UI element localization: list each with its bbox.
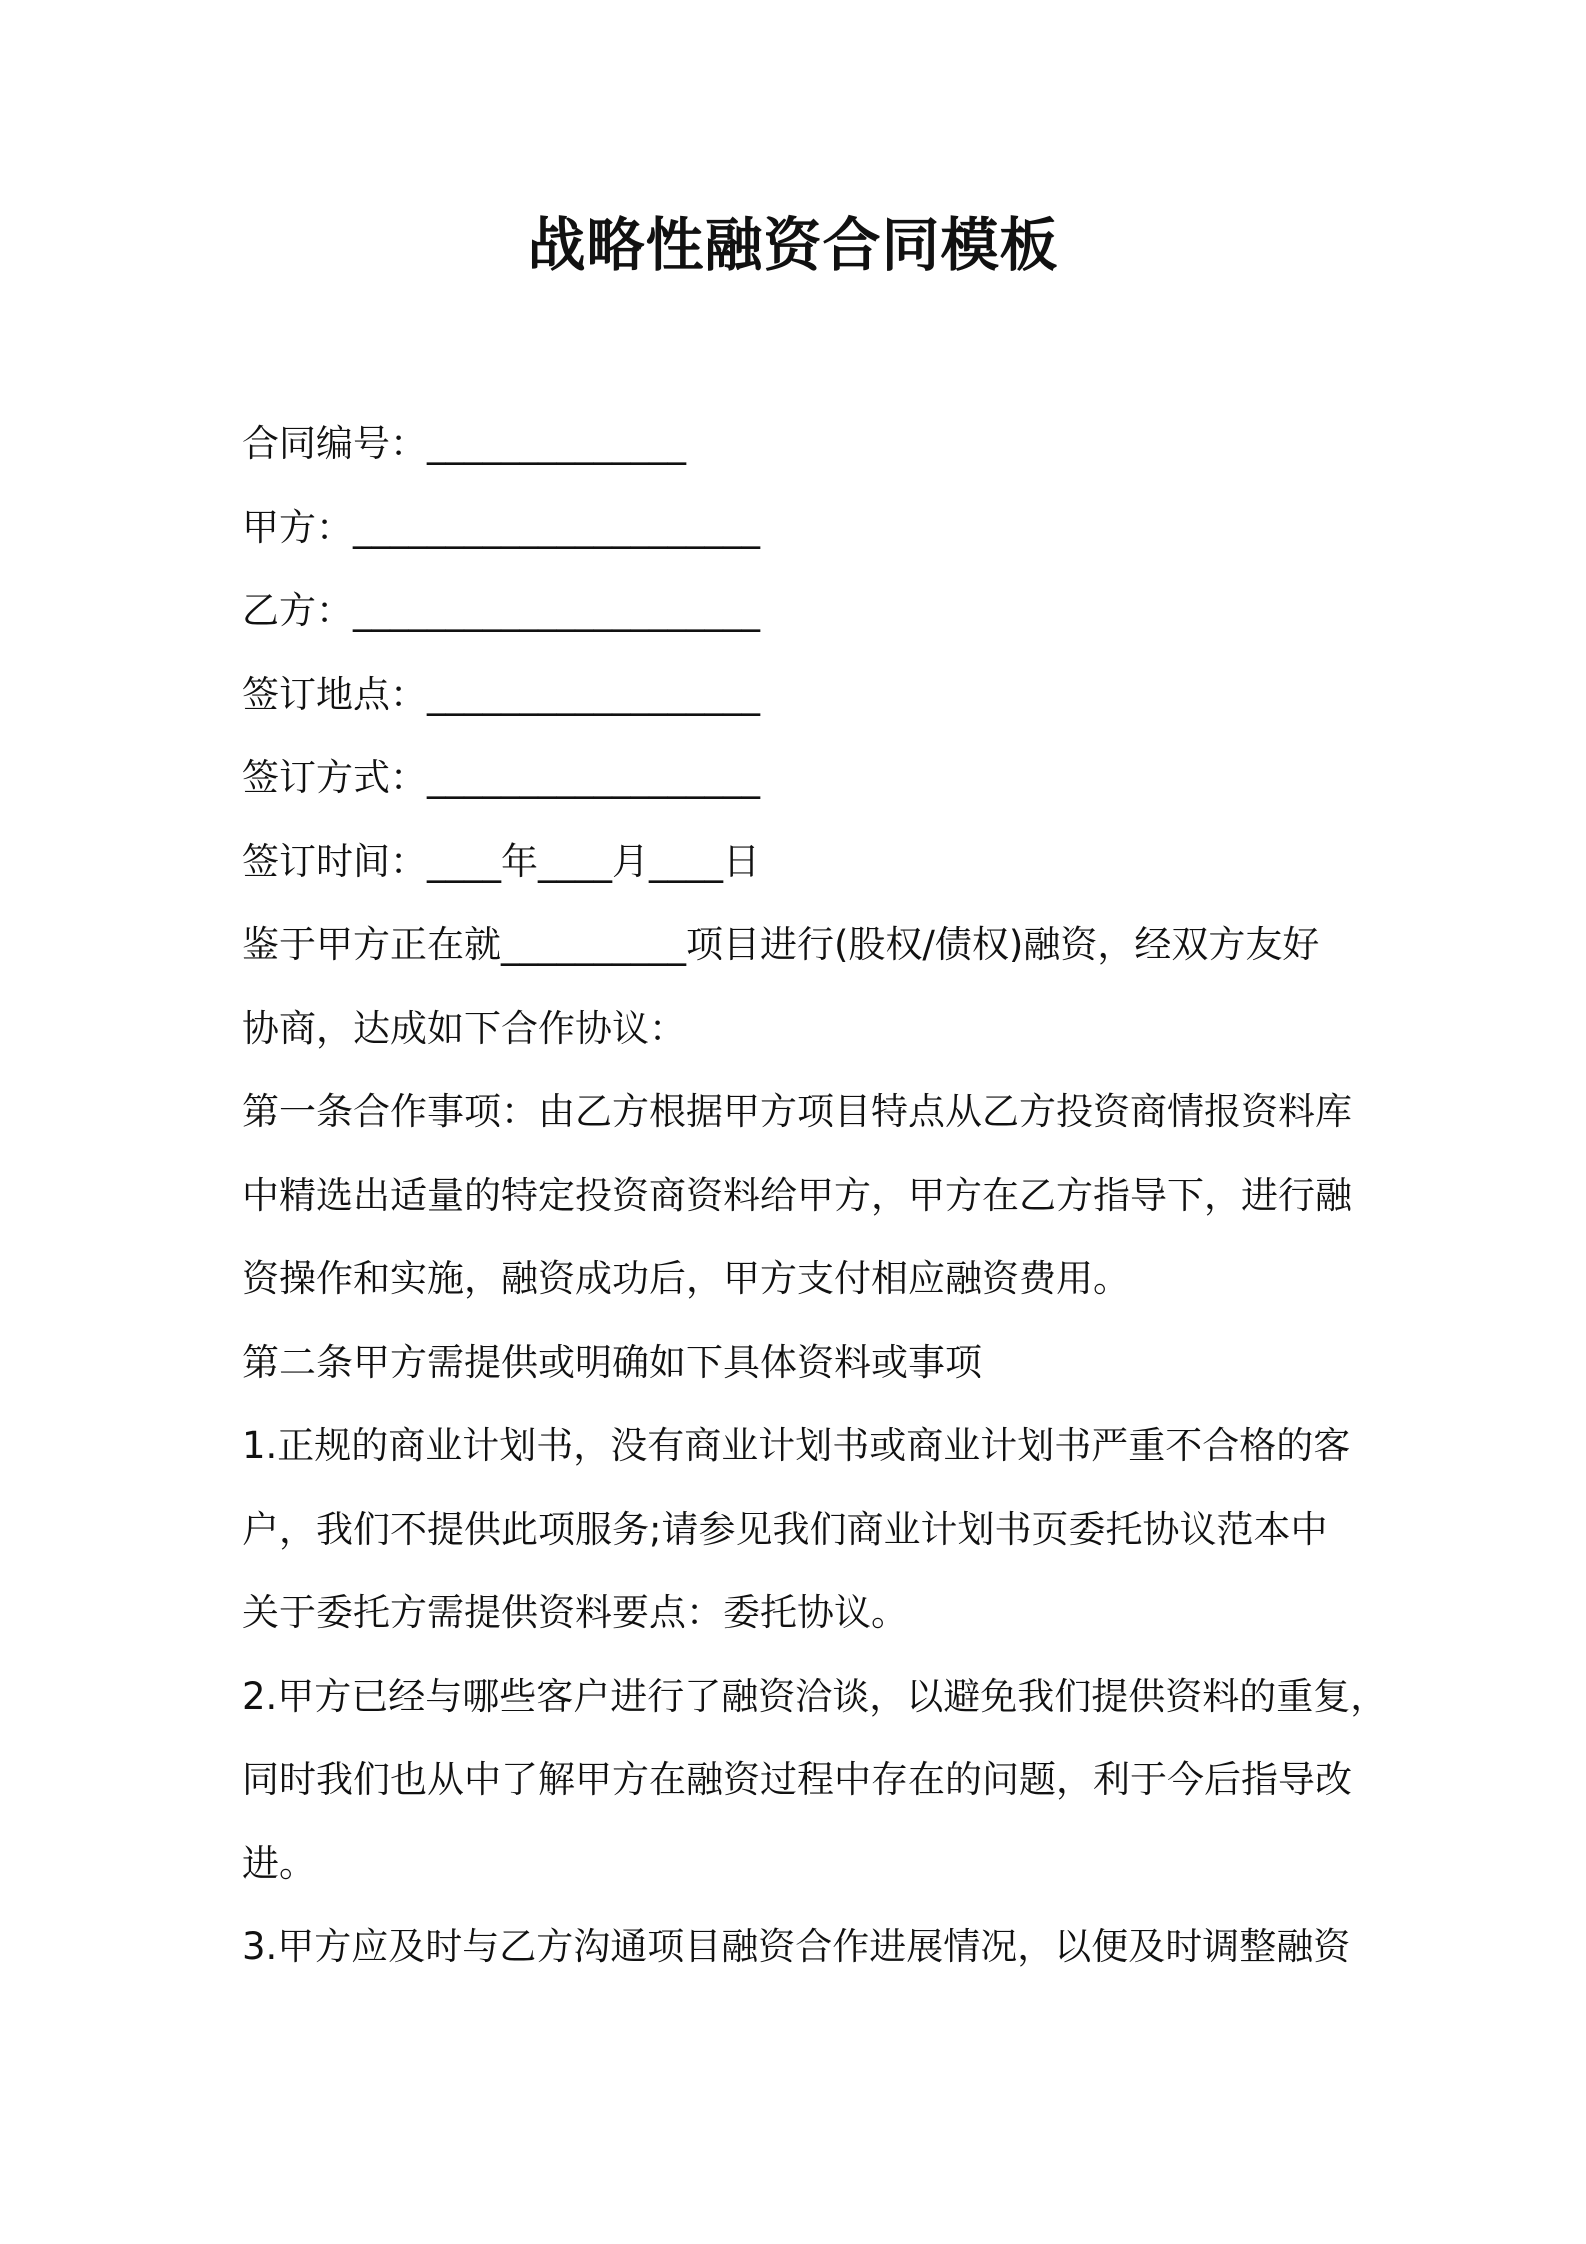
list-item-line: 3.甲方应及时与乙方沟通项目融资合作进展情况，以便及时调整融资: [242, 1925, 1351, 1968]
body-text-line: 中精选出适量的特定投资商资料给甲方，甲方在乙方指导下，进行融: [242, 1173, 1352, 1217]
signing-method-line: 签订方式：__________________: [242, 756, 760, 799]
body-text-line: 鉴于甲方正在就__________项目进行(股权/债权)融资，经双方友好: [242, 923, 1320, 966]
list-item-line: 1.正规的商业计划书，没有商业计划书或商业计划书严重不合格的客: [242, 1424, 1351, 1467]
signing-place-line: 签订地点：__________________: [242, 672, 760, 716]
list-item-line: 同时我们也从中了解甲方在融资过程中存在的问题，利于今后指导改: [242, 1758, 1352, 1801]
signing-date-line: 签订时间：____年____月____日: [242, 839, 760, 883]
article-one-line: 第一条合作事项：由乙方根据甲方项目特点从乙方投资商情报资料库: [242, 1090, 1352, 1133]
contract-number-line: 合同编号：______________: [242, 422, 686, 465]
document-body: [242, 402, 1388, 1989]
body-text-line: 协商，达成如下合作协议：: [242, 1006, 686, 1050]
party-b-line: 乙方：______________________: [242, 589, 760, 632]
article-two-line: 第二条甲方需提供或明确如下具体资料或事项: [242, 1340, 982, 1384]
document-title: 战略性融资合同模板: [527, 211, 1059, 279]
list-item-line: 2.甲方已经与哪些客户进行了融资洽谈，以避免我们提供资料的重复，: [242, 1674, 1388, 1718]
list-item-line: 户，我们不提供此项服务;请参见我们商业计划书页委托协议范本中: [242, 1507, 1328, 1551]
list-item-line: 关于委托方需提供资料要点：委托协议。: [242, 1591, 908, 1634]
list-item-line: 进。: [242, 1841, 316, 1885]
body-text-line: 资操作和实施，融资成功后，甲方支付相应融资费用。: [242, 1257, 1130, 1300]
party-a-line: 甲方：______________________: [242, 505, 760, 549]
